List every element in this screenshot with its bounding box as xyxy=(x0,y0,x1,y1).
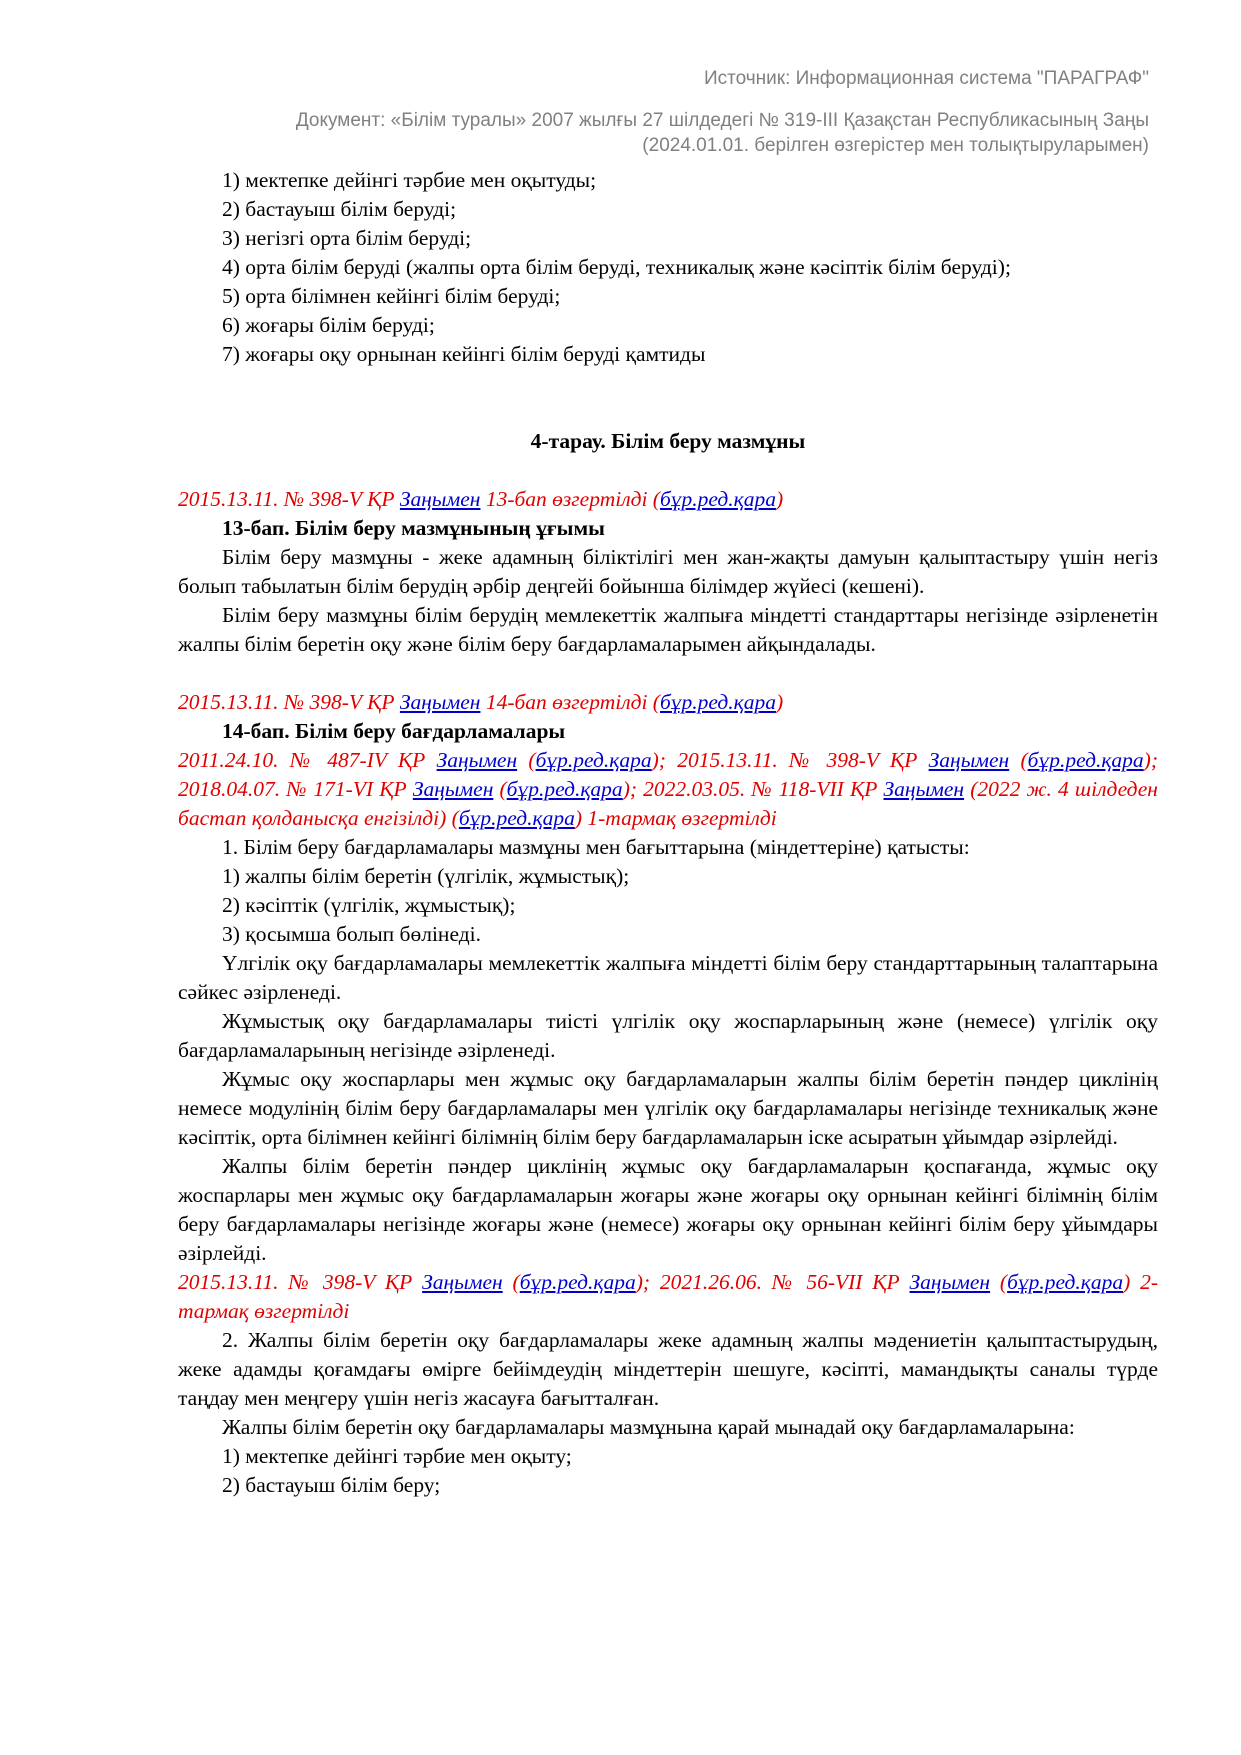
article-title: 13-бап. Білім беру мазмұнының ұғымы xyxy=(222,516,605,540)
law-link[interactable]: Заңымен xyxy=(909,1270,991,1294)
law-link[interactable]: Заңымен xyxy=(412,777,494,801)
document-title-line: Документ: «Білім туралы» 2007 жылғы 27 шілдедегі № 319-III Қазақстан Республикасының Заңы xyxy=(295,110,1149,131)
paragraph: Жалпы білім беретін оқу бағдарламалары мазмұнына қарай мынадай оқу бағдарламаларына: xyxy=(222,1415,1075,1439)
list-item: 3) негізгі орта білім беруді; xyxy=(222,226,472,250)
chapter-title: 4-тарау. Білім беру мазмұны xyxy=(530,429,806,453)
law-link[interactable]: Заңымен xyxy=(399,690,481,714)
paragraph: Жұмыстық оқу бағдарламалары тиісті үлгілік оқу жоспарларының және (немесе) үлгілік оқу бағдарламаларының негізінде әзірленеді. xyxy=(178,1009,1158,1062)
law-link[interactable]: Заңымен xyxy=(436,748,518,772)
law-link[interactable]: Заңымен xyxy=(928,748,1010,772)
law-link[interactable]: Заңымен xyxy=(399,487,481,511)
amendment-note: 2015.13.11. № 398-V ҚР Заңымен 14-бап өзгертілді (бұр.ред.қара) xyxy=(178,690,784,714)
paragraph: Үлгілік оқу бағдарламалары мемлекеттік жалпыға міндетті білім беру стандарттарының талаптарына сәйкес әзірленеді. xyxy=(178,951,1158,1004)
previous-edition-link[interactable]: бұр.ред.қара xyxy=(519,1270,636,1294)
law-link[interactable]: Заңымен xyxy=(883,777,965,801)
previous-edition-link[interactable]: бұр.ред.қара xyxy=(506,777,623,801)
amendment-note: 2011.24.10. № 487-IV ҚР Заңымен (бұр.ред.қара); 2015.13.11. № 398-V ҚР Заңымен (бұр.ред.қара); 2018.04.07. № 171-VI ҚР Заңымен (бұр.ред.қара); 2022.03.05. № 118-VII ҚР Заңымен (2022 ж. 4 шілдеден бастап қолданысқа енгізілді) (бұр.ред.қара) 1-тармақ өзгертілді xyxy=(178,748,1158,830)
list-item: 6) жоғары білім беруді; xyxy=(222,313,435,337)
list-item: 1) жалпы білім беретін (үлгілік, жұмыстық); xyxy=(222,864,630,888)
amendment-note: 2015.13.11. № 398-V ҚР Заңымен 13-бап өзгертілді (бұр.ред.қара) xyxy=(178,487,784,511)
law-link[interactable]: Заңымен xyxy=(422,1270,503,1294)
document-body xyxy=(178,166,1158,1500)
list-item: 2) бастауыш білім беруді; xyxy=(222,197,457,221)
paragraph: Білім беру мазмұны - жеке адамның біліктілігі мен жан-жақты дамуын қалыптастыру үшін негіз болып табылатын білім берудің әрбір деңгейі бойынша білімдер жүйесі (кешені). xyxy=(178,545,1158,598)
article-title: 14-бап. Білім беру бағдарламалары xyxy=(222,719,566,743)
previous-edition-link[interactable]: бұр.ред.қара xyxy=(458,806,575,830)
paragraph: 2. Жалпы білім беретін оқу бағдарламалары жеке адамның жалпы мәдениетін қалыптастырудың, жеке адамды қоғамдағы өмірге бейімдеудің міндеттерін шешуге, кәсіпті, мамандықты саналы түрде таңдау мен меңгеру үшін негіз жасауға бағытталған. xyxy=(178,1328,1158,1410)
previous-edition-link[interactable]: бұр.ред.қара xyxy=(659,487,776,511)
previous-edition-link[interactable]: бұр.ред.қара xyxy=(1027,748,1144,772)
list-item: 2) кәсіптік (үлгілік, жұмыстық); xyxy=(222,893,516,917)
paragraph: Білім беру мазмұны білім берудің мемлекеттік жалпыға міндетті стандарттары негізінде әзірленетін жалпы білім беретін оқу және білім беру бағдарламаларымен айқындалады. xyxy=(178,603,1158,656)
list-item: 4) орта білім беруді (жалпы орта білім беруді, техникалық және кәсіптік білім беруді); xyxy=(222,255,1011,279)
previous-edition-link[interactable]: бұр.ред.қара xyxy=(659,690,776,714)
document-edition-line: (2024.01.01. берілген өзгерістер мен толықтыруларымен) xyxy=(642,135,1149,156)
list-item: 3) қосымша болып бөлінеді. xyxy=(222,922,481,946)
paragraph: 1. Білім беру бағдарламалары мазмұны мен бағыттарына (міндеттеріне) қатысты: xyxy=(222,835,970,859)
source-header: Источник: Информационная система "ПАРАГРАФ" xyxy=(703,68,1149,89)
list-item: 1) мектепке дейінгі тәрбие мен оқыту; xyxy=(222,1444,572,1468)
list-item: 2) бастауыш білім беру; xyxy=(222,1473,441,1497)
list-item: 7) жоғары оқу орнынан кейінгі білім беруді қамтиды xyxy=(222,342,706,366)
list-item: 1) мектепке дейінгі тәрбие мен оқытуды; xyxy=(222,168,597,192)
previous-edition-link[interactable]: бұр.ред.қара xyxy=(535,748,652,772)
document-header xyxy=(296,108,1149,158)
list-item: 5) орта білімнен кейінгі білім беруді; xyxy=(222,284,561,308)
previous-edition-link[interactable]: бұр.ред.қара xyxy=(1007,1270,1124,1294)
paragraph: Жалпы білім беретін пәндер циклінің жұмыс оқу бағдарламаларын қоспағанда, жұмыс оқу жоспарлары мен жұмыс оқу бағдарламаларын жоғары және жоғары оқу орнынан кейінгі білімнің білім беру бағдарламалары негізінде жоғары және (немесе) жоғары оқу орнынан кейінгі білім беру ұйымдары әзірлейді. xyxy=(178,1154,1158,1265)
paragraph: Жұмыс оқу жоспарлары мен жұмыс оқу бағдарламаларын жалпы білім беретін пәндер циклінің немесе модулінің білім беру бағдарламалары мен үлгілік оқу бағдарламалары негізінде техникалық және кәсіптік, орта білімнен кейінгі білімнің білім беру бағдарламаларын іске асыратын ұйымдар әзірлейді. xyxy=(178,1067,1158,1149)
amendment-note: 2015.13.11. № 398-V ҚР Заңымен (бұр.ред.қара); 2021.26.06. № 56-VII ҚР Заңымен (бұр.ред.қара) 2-тармақ өзгертілді xyxy=(178,1270,1158,1323)
